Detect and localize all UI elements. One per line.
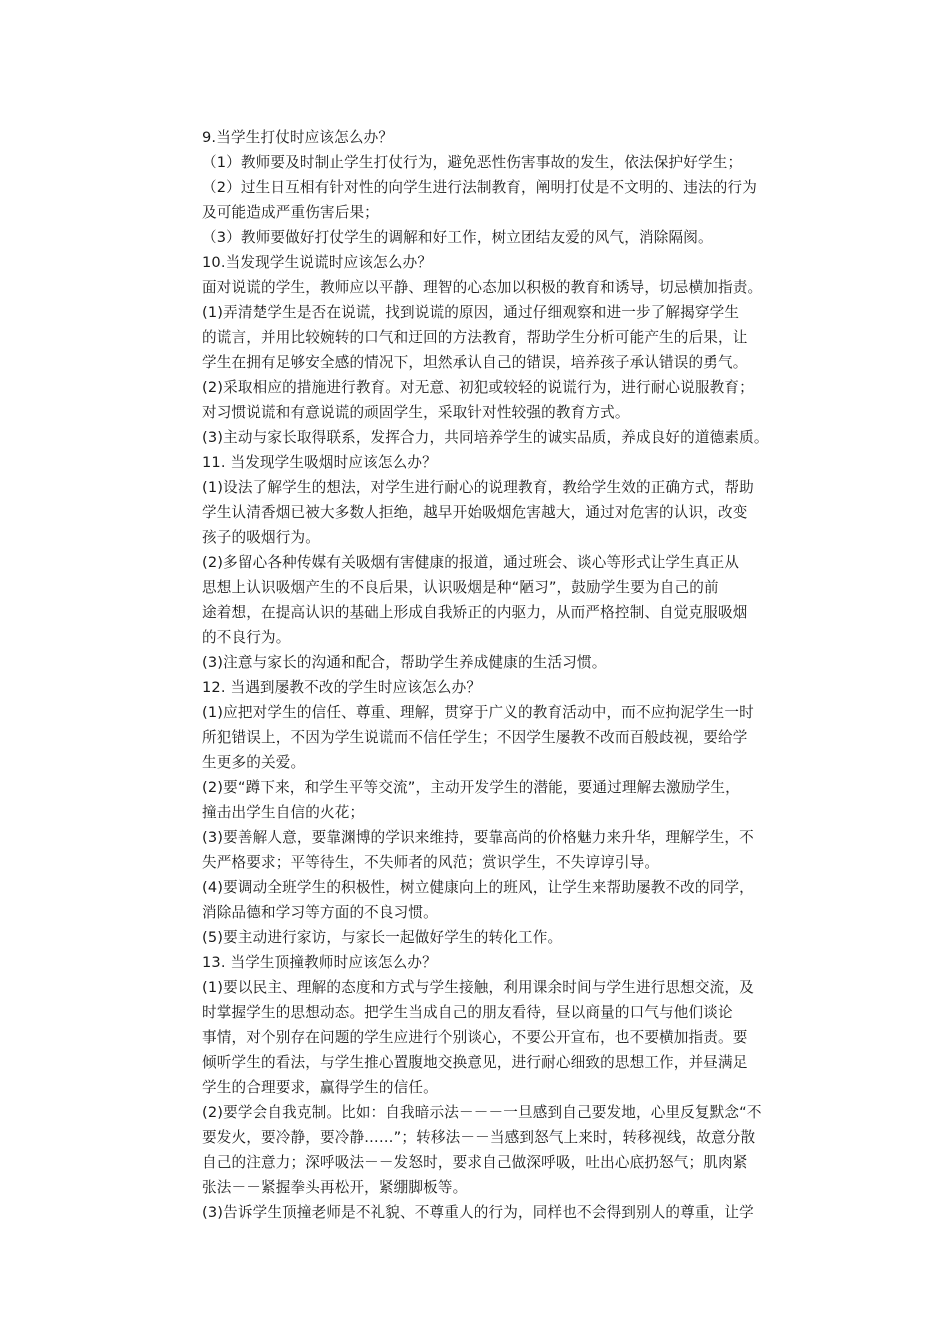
text-line: (1)设法了解学生的想法，对学生进行耐心的说理教育，教给学生效的正确方式，帮助 [202, 479, 754, 496]
text-line: 孩子的吸烟行为。 [202, 529, 320, 546]
text-line: 10.当发现学生说谎时应该怎么办？ [202, 254, 433, 271]
text-line: (4)要调动全班学生的积极性，树立健康向上的班风，让学生来帮助屡教不改的同学， [202, 879, 754, 896]
text-line: 自己的注意力；深呼吸法－－发怒时，要求自己做深呼吸，吐出心底扔怒气；肌肉紧 [202, 1154, 748, 1171]
text-line: (2)要“蹲下来，和学生平等交流”，主动开发学生的潜能，要通过理解去激励学生， [202, 779, 740, 796]
text-line: 思想上认识吸烟产生的不良后果，认识吸烟是种“陋习”，鼓励学生要为自己的前 [202, 579, 719, 596]
text-line: 消除品德和学习等方面的不良习惯。 [202, 904, 438, 921]
text-line: (5)要主动进行家访，与家长一起做好学生的转化工作。 [202, 929, 563, 946]
text-line: (3)告诉学生顶撞老师是不礼貌、不尊重人的行为，同样也不会得到别人的尊重，让学 [202, 1204, 754, 1221]
text-line: 13. 当学生顶撞教师时应该怎么办？ [202, 954, 437, 971]
text-line: (1)应把对学生的信任、尊重、理解，贯穿于广义的教育活动中，而不应拘泥学生一时 [202, 704, 754, 721]
text-line: (2)要学会自我克制。比如：自我暗示法－－－一旦感到自己要发地，心里反复默念“不 [202, 1104, 762, 1121]
text-line: (1)要以民主、理解的态度和方式与学生接触，利用课余时间与学生进行思想交流，及 [202, 979, 754, 996]
text-line: 学生认清香烟已被大多数人拒绝，越早开始吸烟危害越大，通过对危害的认识，改变 [202, 504, 748, 521]
text-line: 12. 当遇到屡教不改的学生时应该怎么办？ [202, 679, 482, 696]
text-line: 失严格要求；平等待生，不失师者的风范；赏识学生，不失谆谆引导。 [202, 854, 660, 871]
text-line: (2)多留心各种传媒有关吸烟有害健康的报道，通过班会、谈心等形式让学生真正从 [202, 554, 740, 571]
text-line: （1）教师要及时制止学生打仗行为，避免恶性伤害事故的发生，依法保护好学生； [202, 154, 743, 171]
text-line: 对习惯说谎和有意说谎的顽固学生，采取针对性较强的教育方式。 [202, 404, 630, 421]
text-line: 学生的合理要求，赢得学生的信任。 [202, 1079, 438, 1096]
text-line: (1)弄清楚学生是否在说谎，找到说谎的原因，通过仔细观察和进一步了解揭穿学生 [202, 304, 740, 321]
text-line: 时掌握学生的思想动态。把学生当成自己的朋友看待，昼以商量的口气与他们谈论 [202, 1004, 733, 1021]
text-line: 张法－－紧握拳头再松开，紧绷脚板等。 [202, 1179, 468, 1196]
text-line: 生更多的关爱。 [202, 754, 306, 771]
text-line: 要发火，要冷静，要冷静……”；转移法－－当感到怒气上来时，转移视线，故意分散 [202, 1129, 756, 1146]
text-line: 面对说谎的学生，教师应以平静、理智的心态加以积极的教育和诱导，切忌横加指责。 [202, 279, 763, 296]
text-line: 撞击出学生自信的火花； [202, 804, 365, 821]
text-line: 途着想，在提高认识的基础上形成自我矫正的内驱力，从而严格控制、自觉克服吸烟 [202, 604, 748, 621]
text-line: 倾听学生的看法，与学生推心置腹地交换意见，进行耐心细致的思想工作，并昼满足 [202, 1054, 748, 1071]
text-line: （2）过生日互相有针对性的向学生进行法制教育，阐明打仗是不文明的、违法的行为 [202, 179, 757, 196]
text-line: (3)主动与家长取得联系，发挥合力，共同培养学生的诚实品质，养成良好的道德素质。 [202, 429, 769, 446]
text-line: 及可能造成严重伤害后果； [202, 204, 379, 221]
text-line: (3)要善解人意，要靠渊博的学识来维持，要靠高尚的价格魅力来升华，理解学生，不 [202, 829, 754, 846]
text-line: 的不良行为。 [202, 629, 291, 646]
text-line: (3)注意与家长的沟通和配合，帮助学生养成健康的生活习惯。 [202, 654, 607, 671]
text-line: 11. 当发现学生吸烟时应该怎么办？ [202, 454, 437, 471]
text-line: 所犯错误上，不因为学生说谎而不信任学生；不因学生屡教不改而百般歧视，要给学 [202, 729, 748, 746]
text-line: 9.当学生打仗时应该怎么办？ [202, 129, 394, 146]
text-line: 学生在拥有足够安全感的情况下，坦然承认自己的错误，培养孩子承认错误的勇气。 [202, 354, 748, 371]
document-body [202, 125, 810, 1225]
text-line: 事情，对个别存在问题的学生应进行个别谈心，不要公开宣布，也不要横加指责。要 [202, 1029, 748, 1046]
text-line: 的谎言，并用比较婉转的口气和迂回的方法教育，帮助学生分析可能产生的后果，让 [202, 329, 748, 346]
text-line: （3）教师要做好打仗学生的调解和好工作，树立团结友爱的风气，消除隔阂。 [202, 229, 713, 246]
text-line: (2)采取相应的措施进行教育。对无意、初犯或较轻的说谎行为，进行耐心说服教育； [202, 379, 754, 396]
